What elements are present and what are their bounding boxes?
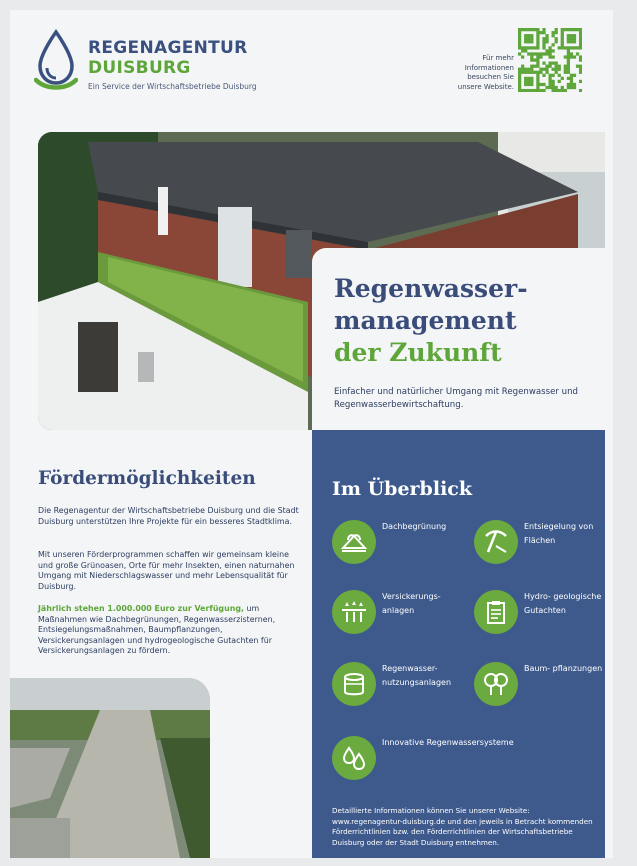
qr-module (524, 49, 527, 52)
qr-module (533, 65, 536, 68)
qr-module (530, 65, 533, 68)
qr-module (567, 65, 570, 68)
flyer-page (10, 10, 613, 858)
qr-module (524, 80, 527, 83)
qr-module (536, 46, 539, 49)
qr-module (548, 80, 551, 83)
qr-module (530, 55, 533, 58)
qr-module (567, 52, 570, 55)
qr-module (518, 37, 521, 40)
qr-module (542, 68, 545, 71)
qr-module (536, 71, 539, 74)
qr-module (558, 80, 561, 83)
qr-module (527, 83, 530, 86)
qr-module (530, 58, 533, 61)
qr-module (570, 55, 573, 58)
qr-module (536, 43, 539, 46)
qr-module (518, 31, 521, 34)
qr-module (542, 31, 545, 34)
qr-module (564, 68, 567, 71)
qr-module (564, 28, 567, 31)
qr-module (524, 83, 527, 86)
qr-module (558, 68, 561, 71)
qr-module (573, 86, 576, 89)
title-line2: management (334, 306, 517, 335)
qr-module (545, 71, 548, 74)
qr-module (552, 43, 555, 46)
qr-module (552, 83, 555, 86)
funding-text: um Maßnahmen wie Dachbegrünungen, Regenwasserzisternen, Entsiegelungsmaßnahmen, Baumpflanzungen, Versickerungsanlagen und hydrogeologische Gutachten für Versickerungsanlagen zu fördern. (38, 604, 276, 656)
qr-module (570, 77, 573, 80)
qr-module (536, 34, 539, 37)
qr-module (527, 68, 530, 71)
qr-module (564, 65, 567, 68)
qr-module (561, 77, 564, 80)
foerder-paragraph-1: Die Regenagentur der Wirtschaftsbetriebe Duisburg und die Stadt Duisburg unterstützen Ihre Projekte für ein besseres Stadtklima. (38, 506, 299, 526)
qr-module (524, 28, 527, 31)
qr-module (527, 71, 530, 74)
title-subtitle: Einfacher und natürlicher Umgang mit Regenwasser und Regenwasserbewirtschaftung. (334, 387, 579, 410)
qr-module (558, 74, 561, 77)
qr-module (573, 55, 576, 58)
qr-module (521, 46, 524, 49)
qr-module (567, 28, 570, 31)
feature-entsiegelung: Entsiegelung von Flächen (474, 520, 613, 570)
qr-module (573, 40, 576, 43)
qr-module (561, 31, 564, 34)
feature-gutachten: Hydro- geologische Gutachten (474, 590, 613, 640)
qr-module (552, 49, 555, 52)
qr-module (570, 86, 573, 89)
brand-name-line1: REGENAGENTUR (88, 38, 248, 58)
qr-module (567, 58, 570, 61)
qr-module (542, 46, 545, 49)
qr-module (542, 74, 545, 77)
qr-module (518, 77, 521, 80)
qr-module (561, 40, 564, 43)
qr-module (561, 46, 564, 49)
qr-module (552, 74, 555, 77)
qr-module (567, 62, 570, 65)
qr-module (548, 46, 551, 49)
regenagentur-logo (34, 28, 78, 94)
qr-module (530, 68, 533, 71)
qr-module (567, 68, 570, 71)
qr-module (524, 46, 527, 49)
qr-module (527, 40, 530, 43)
qr-module (533, 89, 536, 92)
qr-module (521, 71, 524, 74)
qr-module (527, 37, 530, 40)
qr-module (555, 86, 558, 89)
qr-module (579, 40, 582, 43)
qr-module (542, 43, 545, 46)
qr-module (539, 31, 542, 34)
feature-baumpflanzungen: Baum- pflanzungen (474, 662, 613, 712)
qr-module (570, 74, 573, 77)
qr-module (518, 74, 521, 77)
qr-module (527, 34, 530, 37)
qr-module (545, 52, 548, 55)
qr-module (536, 58, 539, 61)
overview-footer: Detaillierte Informationen können Sie unserer Website: www.regenagentur-duisburg.de und den jeweils in Betracht kommenden Förderrichtlinien bzw. den Förderrichtlinien der Wirtschaftsbetriebe Duisburg oder der Stadt Duisburg entnehmen. (332, 806, 593, 847)
qr-module (521, 68, 524, 71)
qr-module (579, 34, 582, 37)
qr-module (552, 68, 555, 71)
qr-module (576, 28, 579, 31)
qr-module (539, 83, 542, 86)
qr-module (539, 89, 542, 92)
qr-module (570, 83, 573, 86)
qr-code[interactable] (518, 28, 582, 92)
qr-module (536, 37, 539, 40)
qr-module (536, 65, 539, 68)
qr-module (536, 28, 539, 31)
qr-module (536, 31, 539, 34)
qr-module (521, 65, 524, 68)
qr-module (533, 46, 536, 49)
title-card (312, 248, 605, 430)
qr-module (567, 37, 570, 40)
qr-module (548, 62, 551, 65)
qr-module (524, 34, 527, 37)
qr-module (548, 65, 551, 68)
qr-module (530, 28, 533, 31)
qr-module (527, 28, 530, 31)
qr-module (548, 49, 551, 52)
qr-module (545, 65, 548, 68)
feature-versickerung: Versickerungs- anlagen (332, 590, 472, 640)
qr-module (542, 40, 545, 43)
qr-module (579, 58, 582, 61)
qr-module (536, 55, 539, 58)
qr-module (542, 37, 545, 40)
qr-module (555, 37, 558, 40)
qr-module (521, 28, 524, 31)
qr-module (576, 46, 579, 49)
qr-module (555, 65, 558, 68)
qr-module (548, 83, 551, 86)
foerder-paragraph-3 (38, 604, 300, 657)
qr-module (561, 37, 564, 40)
pickaxe-icon (474, 520, 518, 564)
qr-module (576, 52, 579, 55)
qr-module (548, 55, 551, 58)
qr-module (573, 28, 576, 31)
qr-module (552, 34, 555, 37)
qr-module (579, 37, 582, 40)
funding-highlight: Jährlich stehen 1.000.000 Euro zur Verfügung, (38, 604, 244, 613)
qr-module (567, 86, 570, 89)
qr-module (536, 89, 539, 92)
feature-dachbegruenung: Dachbegrünung (332, 520, 472, 570)
qr-module (518, 28, 521, 31)
qr-module (570, 40, 573, 43)
qr-module (545, 68, 548, 71)
feature-regenwassernutzung: Regenwasser- nutzungsanlagen (332, 662, 472, 712)
qr-module (536, 62, 539, 65)
qr-module (530, 71, 533, 74)
trees-icon (474, 662, 518, 706)
qr-module (564, 89, 567, 92)
qr-module (530, 40, 533, 43)
title-line3: der Zukunft (334, 338, 502, 367)
qr-module (539, 68, 542, 71)
qr-module (552, 31, 555, 34)
qr-module (524, 89, 527, 92)
qr-module (579, 43, 582, 46)
qr-module (570, 28, 573, 31)
qr-module (530, 77, 533, 80)
qr-module (573, 83, 576, 86)
raindrops-icon (332, 736, 376, 780)
qr-hint: Für mehr Informationen besuchen Sie unsere Website. (457, 54, 514, 91)
qr-module (558, 89, 561, 92)
qr-module (524, 40, 527, 43)
qr-module (533, 28, 536, 31)
qr-module (536, 86, 539, 89)
qr-module (579, 31, 582, 34)
qr-module (536, 52, 539, 55)
qr-module (545, 37, 548, 40)
qr-module (530, 52, 533, 55)
qr-module (539, 71, 542, 74)
qr-module (542, 83, 545, 86)
qr-module (567, 46, 570, 49)
qr-module (552, 55, 555, 58)
qr-module (542, 28, 545, 31)
qr-module (555, 89, 558, 92)
qr-module (527, 46, 530, 49)
qr-module (536, 77, 539, 80)
qr-module (521, 49, 524, 52)
qr-module (521, 89, 524, 92)
qr-module (539, 52, 542, 55)
qr-module (533, 58, 536, 61)
qr-module (573, 37, 576, 40)
qr-module (567, 77, 570, 80)
qr-module (579, 71, 582, 74)
qr-module (545, 34, 548, 37)
qr-module (524, 77, 527, 80)
paving-photo (10, 678, 210, 858)
qr-module (536, 83, 539, 86)
qr-module (552, 86, 555, 89)
qr-module (567, 83, 570, 86)
qr-module (558, 46, 561, 49)
qr-module (518, 46, 521, 49)
qr-module (570, 52, 573, 55)
foerder-heading: Fördermöglichkeiten (38, 468, 256, 489)
qr-module (570, 80, 573, 83)
qr-module (573, 34, 576, 37)
qr-module (579, 89, 582, 92)
qr-module (567, 40, 570, 43)
qr-module (570, 46, 573, 49)
qr-module (524, 68, 527, 71)
qr-module (530, 37, 533, 40)
qr-module (567, 49, 570, 52)
qr-module (533, 52, 536, 55)
qr-module (524, 71, 527, 74)
qr-module (524, 37, 527, 40)
brand-name-line2: DUISBURG (88, 58, 191, 78)
feature-innovativ: Innovative Regenwassersysteme (332, 736, 532, 786)
qr-module (518, 89, 521, 92)
qr-module (552, 89, 555, 92)
qr-module (545, 40, 548, 43)
qr-module (527, 89, 530, 92)
qr-module (530, 46, 533, 49)
qr-module (564, 71, 567, 74)
qr-module (527, 77, 530, 80)
qr-module (579, 68, 582, 71)
qr-module (561, 28, 564, 31)
qr-module (536, 80, 539, 83)
qr-module (536, 40, 539, 43)
qr-module (542, 89, 545, 92)
qr-module (518, 43, 521, 46)
qr-module (561, 43, 564, 46)
qr-module (518, 80, 521, 83)
clipboard-icon (474, 590, 518, 634)
qr-module (567, 71, 570, 74)
qr-module (552, 62, 555, 65)
qr-module (579, 55, 582, 58)
title-line1: Regenwasser- (334, 274, 528, 303)
qr-module (527, 80, 530, 83)
qr-module (564, 46, 567, 49)
qr-module (542, 52, 545, 55)
qr-module (548, 52, 551, 55)
overview-heading: Im Überblick (332, 478, 473, 500)
qr-module (555, 68, 558, 71)
qr-module (570, 37, 573, 40)
qr-module (518, 68, 521, 71)
qr-module (579, 28, 582, 31)
qr-module (558, 65, 561, 68)
qr-module (548, 74, 551, 77)
qr-module (530, 83, 533, 86)
qr-module (533, 71, 536, 74)
qr-module (561, 34, 564, 37)
qr-module (552, 80, 555, 83)
qr-module (527, 52, 530, 55)
qr-module (518, 40, 521, 43)
qr-module (555, 40, 558, 43)
qr-module (570, 34, 573, 37)
qr-module (521, 55, 524, 58)
qr-module (548, 77, 551, 80)
qr-module (545, 49, 548, 52)
qr-module (579, 46, 582, 49)
qr-module (579, 80, 582, 83)
qr-module (530, 89, 533, 92)
roof-garden-icon (332, 520, 376, 564)
qr-module (539, 55, 542, 58)
qr-module (545, 86, 548, 89)
qr-module (567, 55, 570, 58)
qr-module (573, 46, 576, 49)
qr-module (561, 86, 564, 89)
qr-module (555, 31, 558, 34)
qr-module (555, 71, 558, 74)
cistern-icon (332, 662, 376, 706)
qr-module (518, 71, 521, 74)
qr-module (567, 34, 570, 37)
qr-module (518, 52, 521, 55)
qr-module (518, 34, 521, 37)
foerder-paragraph-2: Mit unseren Förderprogrammen schaffen wir gemeinsam kleine und große Grünoasen, Orte für mehr Insekten, einen naturnahen Umgang mit Niederschlagswasser und mehr Lebensqualität für Duisburg. (38, 550, 295, 591)
qr-module (542, 62, 545, 65)
qr-module (564, 55, 567, 58)
overview-panel (312, 430, 605, 858)
qr-module (561, 89, 564, 92)
qr-module (518, 83, 521, 86)
qr-module (576, 65, 579, 68)
qr-module (573, 74, 576, 77)
brand-subtitle: Ein Service der Wirtschaftsbetriebe Duisburg (88, 82, 257, 91)
qr-module (579, 65, 582, 68)
seepage-icon (332, 590, 376, 634)
qr-module (548, 86, 551, 89)
qr-module (536, 74, 539, 77)
qr-module (530, 80, 533, 83)
qr-module (518, 86, 521, 89)
qr-module (555, 62, 558, 65)
qr-module (530, 34, 533, 37)
qr-module (555, 28, 558, 31)
